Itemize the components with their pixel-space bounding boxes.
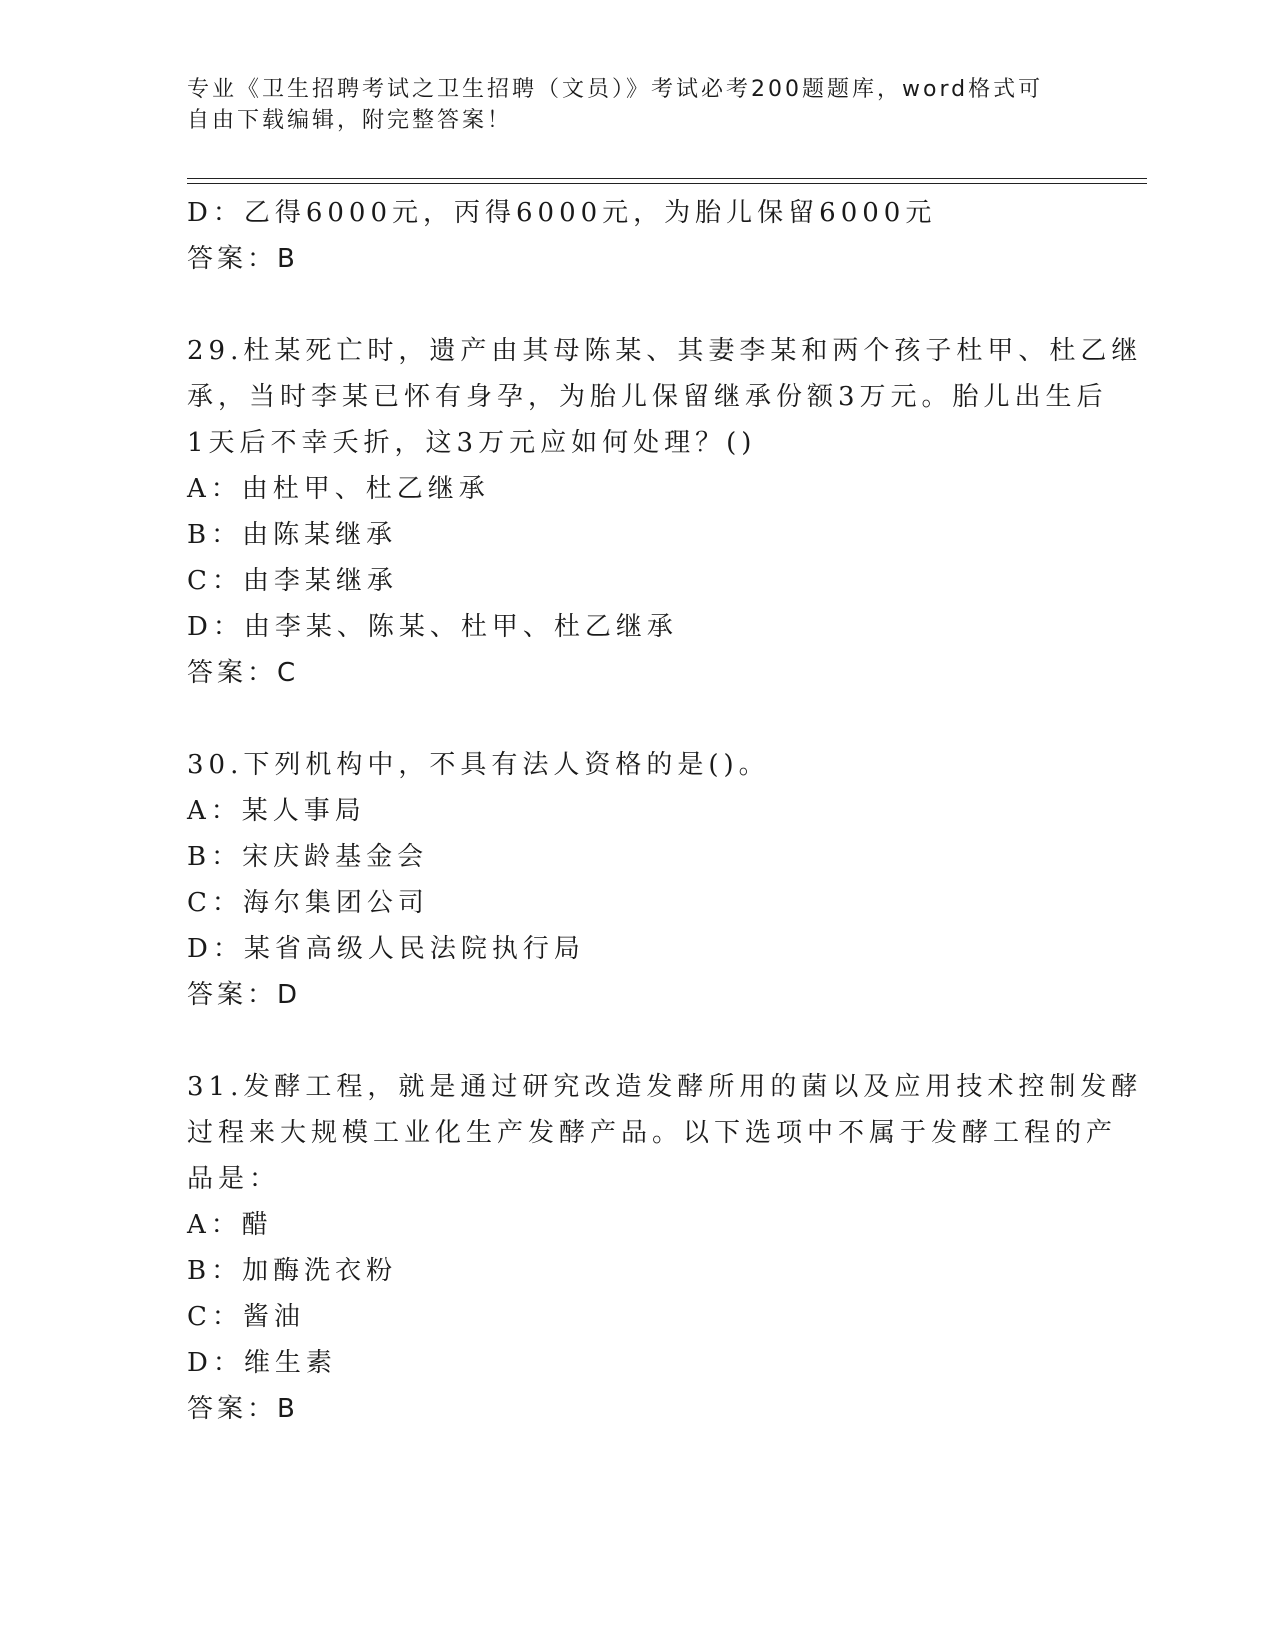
option-a: A：醋: [187, 1210, 273, 1240]
header-title: 专业《卫生招聘考试之卫生招聘（文员）》考试必考200题题库，word格式可自由下载编辑，附完整答案！: [187, 77, 1044, 133]
question-content: [187, 190, 1143, 1432]
answer-label: 答案：B: [187, 1394, 299, 1424]
document-header: [187, 74, 1067, 136]
option-d: D：乙得6000元，丙得6000元，为胎儿保留6000元: [187, 198, 937, 228]
option-c: C：酱油: [187, 1302, 305, 1332]
spacer: [187, 282, 1077, 328]
option-d: D：维生素: [187, 1348, 337, 1378]
spacer: [187, 1018, 1077, 1064]
option-a: A：某人事局: [187, 796, 366, 826]
question-stem-line: 30.下列机构中，不具有法人资格的是()。: [187, 750, 770, 780]
option-d: D：某省高级人民法院执行局: [187, 934, 585, 964]
question-29: [187, 328, 1143, 696]
question-stem-line: 1天后不幸夭折，这3万元应如何处理？(): [187, 428, 757, 458]
question-stem-line: 承，当时李某已怀有身孕，为胎儿保留继承份额3万元。胎儿出生后: [187, 382, 1108, 412]
option-d: D：由李某、陈某、杜甲、杜乙继承: [187, 612, 678, 642]
option-b: B：由陈某继承: [187, 520, 398, 550]
option-c: C：海尔集团公司: [187, 888, 429, 918]
question-31: [187, 1064, 1143, 1432]
option-a: A：由杜甲、杜乙继承: [187, 474, 490, 504]
spacer: [187, 696, 1077, 742]
option-b: B：加酶洗衣粉: [187, 1256, 398, 1286]
answer-label: 答案：C: [187, 658, 300, 688]
header-divider-top: [187, 178, 1147, 179]
question-stem-line: 品是：: [187, 1164, 281, 1194]
header-divider-bottom: [187, 183, 1147, 184]
answer-label: 答案：B: [187, 244, 299, 274]
question-stem-line: 29.杜某死亡时，遗产由其母陈某、其妻李某和两个孩子杜甲、杜乙继: [187, 336, 1143, 366]
answer-label: 答案：D: [187, 980, 302, 1010]
question-30: [187, 742, 1077, 1018]
option-b: B：宋庆龄基金会: [187, 842, 429, 872]
previous-question-tail: [187, 190, 1077, 282]
question-stem-line: 31.发酵工程，就是通过研究改造发酵所用的菌以及应用技术控制发酵: [187, 1072, 1143, 1102]
question-stem-line: 过程来大规模工业化生产发酵产品。以下选项中不属于发酵工程的产: [187, 1118, 1118, 1148]
option-c: C：由李某继承: [187, 566, 398, 596]
